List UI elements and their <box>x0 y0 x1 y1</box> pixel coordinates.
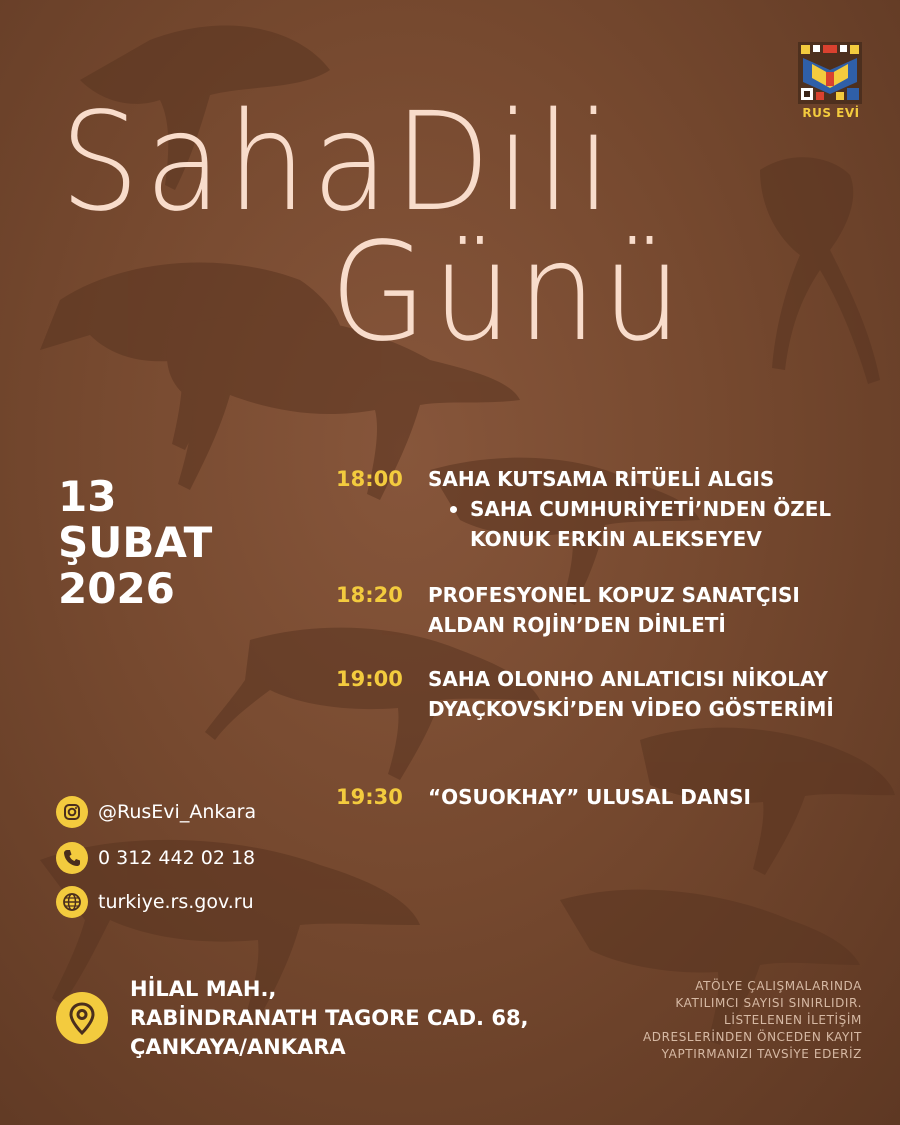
globe-icon <box>56 886 88 918</box>
schedule-time: 19:30 <box>336 785 403 809</box>
address-line-2: RABİNDRANATH TAGORE CAD. 68, <box>130 1006 529 1030</box>
date-day: 13 <box>58 472 117 521</box>
rus-evi-logo-icon <box>798 42 862 104</box>
address-line-3: ÇANKAYA/ANKARA <box>130 1035 346 1059</box>
registration-note <box>562 978 862 1063</box>
event-date <box>58 474 212 612</box>
rus-evi-logo <box>798 42 864 120</box>
note-line: LİSTELENEN İLETİŞİM <box>724 1013 862 1027</box>
date-month: ŞUBAT <box>58 518 213 567</box>
event-title-line-1: SahaDili <box>60 84 617 242</box>
schedule-title: PROFESYONEL KOPUZ SANATÇISI ALDAN ROJİN’DEN DİNLETİ <box>428 583 800 637</box>
schedule-title: SAHA OLONHO ANLATICISI NİKOLAY DYAÇKOVSKİ’DEN VİDEO GÖSTERİMİ <box>428 667 834 721</box>
note-line: ADRESLERİNDEN ÖNCEDEN KAYIT <box>642 1030 862 1044</box>
note-line: YAPTIRMANIZI TAVSİYE EDERİZ <box>661 1047 862 1061</box>
schedule-subitem: SAHA CUMHURİYETİ’NDEN ÖZEL KONUK ERKİN ALEKSEYEV <box>428 494 868 554</box>
event-title-line-2: Günü <box>330 214 687 372</box>
phone-icon <box>56 842 88 874</box>
date-year: 2026 <box>58 564 175 613</box>
phone-number[interactable]: 0 312 442 02 18 <box>98 847 256 869</box>
website-link[interactable]: turkiye.rs.gov.ru <box>98 891 254 913</box>
note-line: ATÖLYE ÇALIŞMALARINDA <box>695 979 862 993</box>
address-line-1: HİLAL MAH., <box>130 977 277 1001</box>
location-pin-icon <box>56 992 108 1044</box>
note-line: KATILIMCI SAYISI SINIRLIDIR. <box>675 996 862 1010</box>
logo-text: RUS EVİ <box>802 106 860 120</box>
schedule-title: SAHA KUTSAMA RİTÜELİ ALGIS <box>428 467 775 491</box>
schedule-time: 18:00 <box>336 467 403 491</box>
instagram-handle[interactable]: @RusEvi_Ankara <box>98 801 257 823</box>
schedule-time: 18:20 <box>336 583 403 607</box>
instagram-icon <box>56 796 88 828</box>
schedule-title: “OSUOKHAY” ULUSAL DANSI <box>428 785 751 809</box>
schedule-time: 19:00 <box>336 667 403 691</box>
venue-address <box>130 975 529 1062</box>
